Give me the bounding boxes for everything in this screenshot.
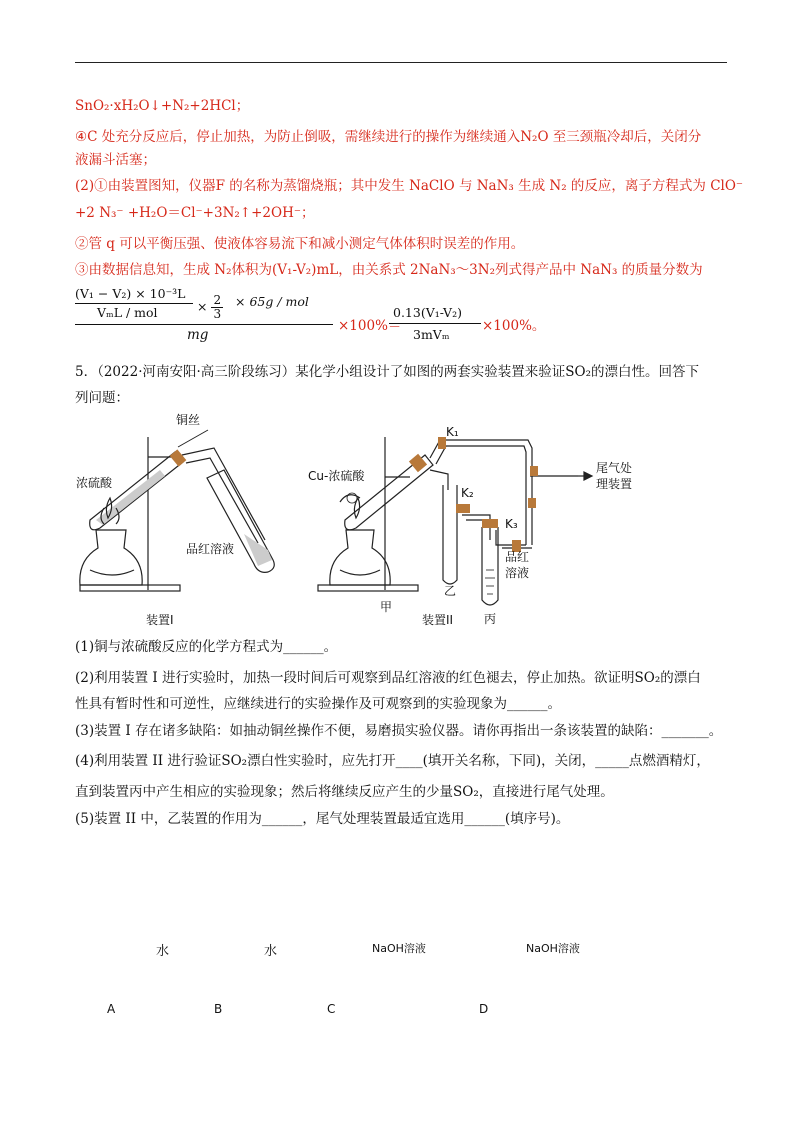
question-4-line1: (4)利用装置 II 进行验证SO₂漂白性实验时，应先打开____(填开关名称，下同)，关闭，_____点燃酒精灯， <box>75 753 710 769</box>
answer-line-1: SnO₂·xH₂O↓+N₂+2HCl； <box>75 98 250 114</box>
question-stem-2: 列问题： <box>75 390 129 406</box>
caption-apparatus-2: 装置II <box>422 613 454 627</box>
label-conc-acid: 浓硫酸 <box>76 476 113 490</box>
answer-line-2: ④C 处充分反应后，停止加热，为防止倒吸，需继续进行的操作为继续通入N₂O 至三颈瓶冷却后，关闭分 <box>75 129 702 145</box>
formula-num-left: (V₁ − V₂) × 10⁻³L <box>75 286 186 301</box>
question-3: (3)装置 I 存在诸多缺陷：如抽动铜丝操作不便，易磨损实验仪器。请你再指出一条该装置的缺陷：_______。 <box>75 723 723 739</box>
label-tail-gas-2: 理装置 <box>596 477 633 491</box>
burner-1 <box>80 530 142 585</box>
answer-line-6: ②管 q 可以平衡压强、使液体容易流下和减小测定气体体积时误差的作用。 <box>75 236 525 252</box>
question-stem-1: 5．（2022·河南安阳·高三阶段练习）某化学小组设计了如图的两套实验装置来验证SO₂的漂白性。回答下 <box>75 364 700 380</box>
test-tube-yi <box>443 485 457 584</box>
beaker-C-liquid: NaOH溶液 <box>372 942 426 955</box>
formula-right-den: 3mVₘ <box>413 327 450 342</box>
label-rongye-2: 溶液 <box>505 566 530 580</box>
label-copper-wire: 铜丝 <box>176 413 201 427</box>
answer-line-3: 液漏斗活塞； <box>75 152 156 168</box>
formula-tail: ×100%。 <box>482 318 546 334</box>
formula-num-den: VₘL / mol <box>97 305 158 320</box>
question-5: (5)装置 II 中，乙装置的作用为______，尾气处理装置最适宜选用______(填序号)。 <box>75 811 570 827</box>
formula-mid: ×100%＝ <box>338 318 402 334</box>
question-4-line2: 直到装置丙中产生相应的实验现象；然后将继续反应产生的少量SO₂，直接进行尾气处理。 <box>75 784 614 800</box>
question-1: (1)铜与浓硫酸反应的化学方程式为______。 <box>75 639 338 655</box>
label-yi: 乙 <box>444 584 457 598</box>
beaker-D-liquid: NaOH溶液 <box>526 942 580 955</box>
formula-mass: × 65g / mol <box>235 294 309 309</box>
label-cu-acid: Cu-浓硫酸 <box>308 469 365 483</box>
label-tail-gas-1: 尾气处 <box>596 461 633 475</box>
label-k2: K₂ <box>461 486 474 500</box>
burner-2 <box>330 530 390 585</box>
question-2-line1: (2)利用装置 I 进行实验时，加热一段时间后可观察到品红溶液的红色褪去，停止加热。欲证明SO₂的漂白 <box>75 670 701 686</box>
formula-right-num: 0.13(V₁-V₂) <box>393 305 462 320</box>
beaker-A-letter: A <box>107 1002 116 1016</box>
label-pinhong-1: 品红溶液 <box>186 542 235 556</box>
label-k1: K₁ <box>446 425 459 439</box>
caption-apparatus-1: 装置I <box>146 613 174 627</box>
answer-line-7: ③由数据信息知，生成 N₂体积为(V₁-V₂)mL，由关系式 2NaN₃～3N₂列式得产品中 NaN₃ 的质量分数为 <box>75 262 703 278</box>
beaker-D-letter: D <box>479 1002 489 1016</box>
answer-line-4: (2)①由装置图知，仪器F 的名称为蒸馏烧瓶；其中发生 NaClO 与 NaN₃ 生成 N₂ 的反应，离子方程式为 ClO⁻ <box>75 178 744 194</box>
label-jia: 甲 <box>380 600 393 614</box>
beaker-B-liquid: 水 <box>264 944 278 959</box>
label-bing: 丙 <box>484 612 497 626</box>
formula-den: mg <box>187 327 209 343</box>
beaker-B-letter: B <box>214 1002 223 1016</box>
answer-line-5: +2 N₃⁻ +H₂O＝Cl⁻+3N₂↑+2OH⁻； <box>75 205 315 221</box>
formula-two-thirds: × 2 3 <box>197 293 222 321</box>
beaker-A-liquid: 水 <box>156 944 170 959</box>
label-k3: K₃ <box>505 517 518 531</box>
beaker-C-letter: C <box>327 1002 336 1016</box>
question-2-line2: 性具有暂时性和可逆性，应继续进行的实验操作及可观察到的实验现象为______。 <box>75 696 561 712</box>
label-pinhong-2: 品红 <box>505 550 530 564</box>
